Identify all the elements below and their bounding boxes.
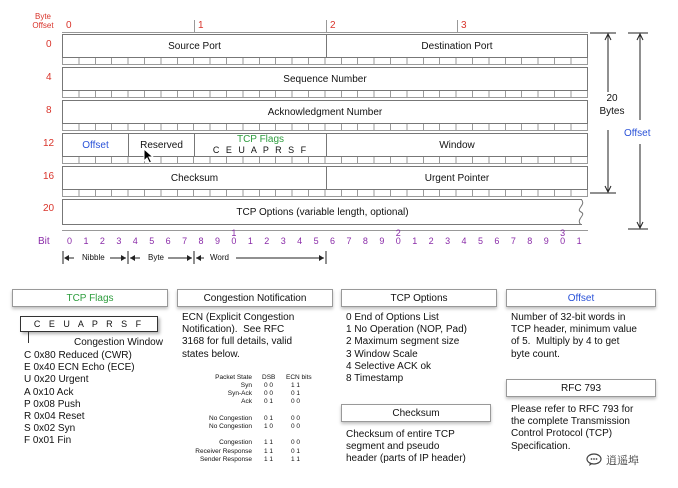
- bit-axis: [62, 230, 588, 252]
- table-row-ecn: 0 0: [291, 398, 301, 406]
- bit-number: 1: [576, 236, 582, 246]
- table-row-ecn: 1 1: [291, 382, 301, 389]
- table-row-state: Sender Response: [199, 455, 252, 463]
- tcp-options-field: [62, 199, 582, 225]
- watermark-text: 逍遥埠: [606, 455, 639, 467]
- bit-number: 6: [165, 236, 171, 246]
- tcp-flags-field-title: TCP Flags: [236, 133, 285, 145]
- rfc-panel-title: RFC 793: [506, 379, 656, 397]
- checksum-description: header (parts of IP header): [346, 453, 466, 465]
- urgent-pointer-field: [326, 166, 588, 190]
- offset-description: TCP header, minimum value: [511, 324, 637, 336]
- flag-description: U 0x20 Urgent: [24, 374, 89, 386]
- option-line: 4 Selective ACK ok: [346, 360, 432, 372]
- byte-label: Byte: [34, 12, 51, 21]
- table-row-dsb: 0 1: [264, 398, 274, 406]
- ack-number-field: [62, 100, 588, 124]
- table-row-dsb: 1 1: [264, 439, 274, 447]
- table-row-dsb: 1 1: [264, 447, 274, 455]
- bit-number: 3: [445, 236, 451, 246]
- bit-ruler-row: [62, 156, 588, 164]
- urgent-pointer-label: Urgent Pointer: [424, 172, 490, 184]
- variable-length-edge: [575, 199, 589, 225]
- flag-description: E 0x40 ECN Echo (ECE): [24, 362, 135, 374]
- bit-ruler-row: [62, 57, 588, 65]
- tcp-options-label: TCP Options (variable length, optional): [236, 206, 409, 218]
- bit-number: 8: [198, 236, 204, 246]
- flags-box: [20, 316, 158, 332]
- rfc-description: Please refer to RFC 793 for: [511, 404, 634, 415]
- congestion-description: Notification). See RFC: [182, 324, 285, 336]
- byte-label-unit: Byte: [148, 253, 165, 262]
- table-header-state: Packet State: [215, 374, 252, 381]
- rfc-description: the complete Transmission: [511, 416, 630, 428]
- table-row-state: Syn-Ack: [227, 390, 252, 398]
- bit-number: 3: [116, 236, 122, 246]
- byte-col-3: 3: [461, 20, 467, 31]
- flag-description: A 0x10 Ack: [24, 386, 74, 398]
- congestion-description: ECN (Explicit Congestion: [182, 312, 295, 323]
- checksum-description: segment and pseudo: [346, 441, 440, 453]
- table-header-ecn: ECN bits: [286, 374, 312, 381]
- flag-letters: C E U A P R S F: [212, 144, 309, 155]
- tcp-flags-panel-title: TCP Flags: [12, 289, 168, 307]
- bit-ruler-row: [62, 90, 588, 98]
- offset-side-label: Offset: [624, 128, 651, 139]
- flag-description: F 0x01 Fin: [24, 435, 72, 447]
- tcp-options-panel-title: TCP Options: [341, 289, 497, 307]
- bit-number: 4: [461, 236, 467, 246]
- window-label: Window: [439, 139, 475, 151]
- flags-box-letters: C E U A P R S F: [33, 319, 145, 329]
- bit-tens-digit: 3: [560, 228, 566, 238]
- flag-description: P 0x08 Push: [24, 398, 81, 410]
- bit-number: 7: [182, 236, 188, 246]
- bit-ruler-row: [62, 123, 588, 131]
- table-row-ecn: 0 1: [291, 390, 301, 398]
- bit-number: 0: [560, 236, 566, 246]
- row-offset-4: 4: [46, 72, 52, 83]
- table-row-ecn: 0 1: [291, 447, 301, 455]
- congestion-description: 3168 for full details, valid: [182, 336, 293, 348]
- row-offset-12: 12: [43, 138, 55, 149]
- table-row-dsb: 0 1: [264, 414, 274, 422]
- row-offset-0: 0: [46, 39, 52, 50]
- byte-col-2: 2: [330, 20, 336, 31]
- offset-panel-title: Offset: [506, 289, 656, 307]
- table-row-dsb: 0 0: [264, 390, 274, 398]
- option-line: 2 Maximum segment size: [346, 336, 460, 348]
- bit-number: 2: [264, 236, 270, 246]
- header-size-text: [597, 92, 627, 118]
- congestion-panel-title: Congestion Notification: [177, 289, 333, 307]
- bit-number: 8: [527, 236, 533, 246]
- offset-field: [62, 133, 129, 157]
- destination-port-field: [326, 34, 588, 58]
- bit-number: 0: [67, 236, 73, 246]
- flag-description: R 0x04 Reset: [24, 411, 85, 422]
- bit-label: Bit: [38, 236, 50, 247]
- bit-number: 1: [247, 236, 253, 246]
- bit-number: 6: [494, 236, 500, 246]
- offset-field-label: Offset: [82, 139, 109, 151]
- byte-col-0: 0: [66, 20, 72, 31]
- bit-number: 9: [543, 236, 549, 246]
- row-offset-16: 16: [43, 171, 55, 182]
- rfc-description: Control Protocol (TCP): [511, 428, 613, 440]
- bit-number: 9: [214, 236, 220, 246]
- bit-number: 1: [412, 236, 418, 246]
- flag-description: C 0x80 Reduced (CWR): [24, 350, 132, 361]
- bit-number: 2: [99, 236, 105, 246]
- offset-description: of 5. Multiply by 4 to get: [511, 336, 620, 348]
- bit-number: 7: [346, 236, 352, 246]
- bit-number: 4: [132, 236, 138, 246]
- rfc-description: Specification.: [511, 440, 571, 452]
- bit-number: 6: [330, 236, 336, 246]
- row-offset-8: 8: [46, 105, 52, 116]
- word-label: Word: [210, 253, 229, 262]
- ack-number-label: Acknowledgment Number: [267, 106, 383, 118]
- bit-ruler-row: [62, 189, 588, 197]
- mouse-cursor-icon: [143, 148, 155, 164]
- offset-label: Offset: [32, 21, 54, 30]
- offset-description: Number of 32-bit words in: [511, 312, 626, 323]
- header-size-value: 20: [606, 93, 618, 104]
- option-line: 1 No Operation (NOP, Pad): [346, 324, 467, 336]
- congestion-window-caption: Congestion Window: [74, 337, 163, 348]
- bit-tens-digit: 1: [231, 228, 237, 238]
- bit-number: 0: [395, 236, 401, 246]
- table-row-ecn: 1 1: [291, 455, 301, 463]
- bit-number: 1: [83, 236, 89, 246]
- checksum-panel-title: Checksum: [341, 404, 491, 422]
- checksum-field: [62, 166, 327, 190]
- table-row-ecn: 0 0: [291, 423, 301, 430]
- byte-offset-label: [28, 12, 58, 30]
- table-row-state: Ack: [241, 398, 252, 406]
- tcp-flags-field: [194, 133, 327, 157]
- bit-number: 2: [428, 236, 434, 246]
- table-row-dsb: 1 0: [264, 423, 274, 430]
- checksum-label: Checksum: [170, 172, 219, 184]
- table-row-dsb: 1 1: [264, 455, 274, 463]
- sequence-number-label: Sequence Number: [283, 73, 367, 85]
- bit-number: 7: [510, 236, 516, 246]
- table-row-state: No Congestion: [209, 414, 252, 422]
- table-row-state: Syn: [240, 382, 252, 389]
- option-line: 3 Window Scale: [346, 348, 418, 360]
- bit-number: 8: [362, 236, 368, 246]
- option-line: 0 End of Options List: [346, 312, 439, 323]
- destination-port-label: Destination Port: [421, 40, 493, 52]
- table-row-state: Receiver Response: [195, 447, 252, 455]
- source-port-field: [62, 34, 327, 58]
- table-header-dsb: DSB: [262, 374, 276, 381]
- row-offset-20: 20: [43, 203, 55, 214]
- chat-bubble-icon: [586, 453, 602, 467]
- table-row-ecn: 0 0: [291, 439, 301, 447]
- reserved-field: [128, 133, 195, 157]
- sequence-number-field: [62, 67, 588, 91]
- header-size-unit: Bytes: [599, 106, 625, 117]
- table-row-dsb: 0 0: [264, 382, 274, 389]
- byte-col-1: 1: [198, 20, 204, 31]
- bit-number: 5: [313, 236, 319, 246]
- reserved-label: Reserved: [140, 139, 183, 151]
- window-field: [326, 133, 588, 157]
- table-row-ecn: 0 0: [291, 414, 301, 422]
- source-port-label: Source Port: [168, 40, 221, 52]
- watermark: [586, 452, 639, 468]
- top-ruler: [62, 20, 588, 33]
- table-row-state: Congestion: [219, 439, 252, 447]
- bit-number: 5: [149, 236, 155, 246]
- congestion-description: states below.: [182, 348, 240, 360]
- option-line: 8 Timestamp: [346, 373, 404, 384]
- offset-description: byte count.: [511, 348, 560, 360]
- bit-number: 9: [379, 236, 385, 246]
- bit-number: 3: [280, 236, 286, 246]
- nibble-label: Nibble: [82, 253, 105, 262]
- table-row-state: No Congestion: [209, 423, 252, 430]
- bit-number: 0: [231, 236, 237, 246]
- flag-description: S 0x02 Syn: [24, 423, 76, 435]
- bit-number: 4: [297, 236, 303, 246]
- bit-tens-digit: 2: [395, 228, 401, 238]
- bit-number: 5: [477, 236, 483, 246]
- checksum-description: Checksum of entire TCP: [346, 429, 455, 440]
